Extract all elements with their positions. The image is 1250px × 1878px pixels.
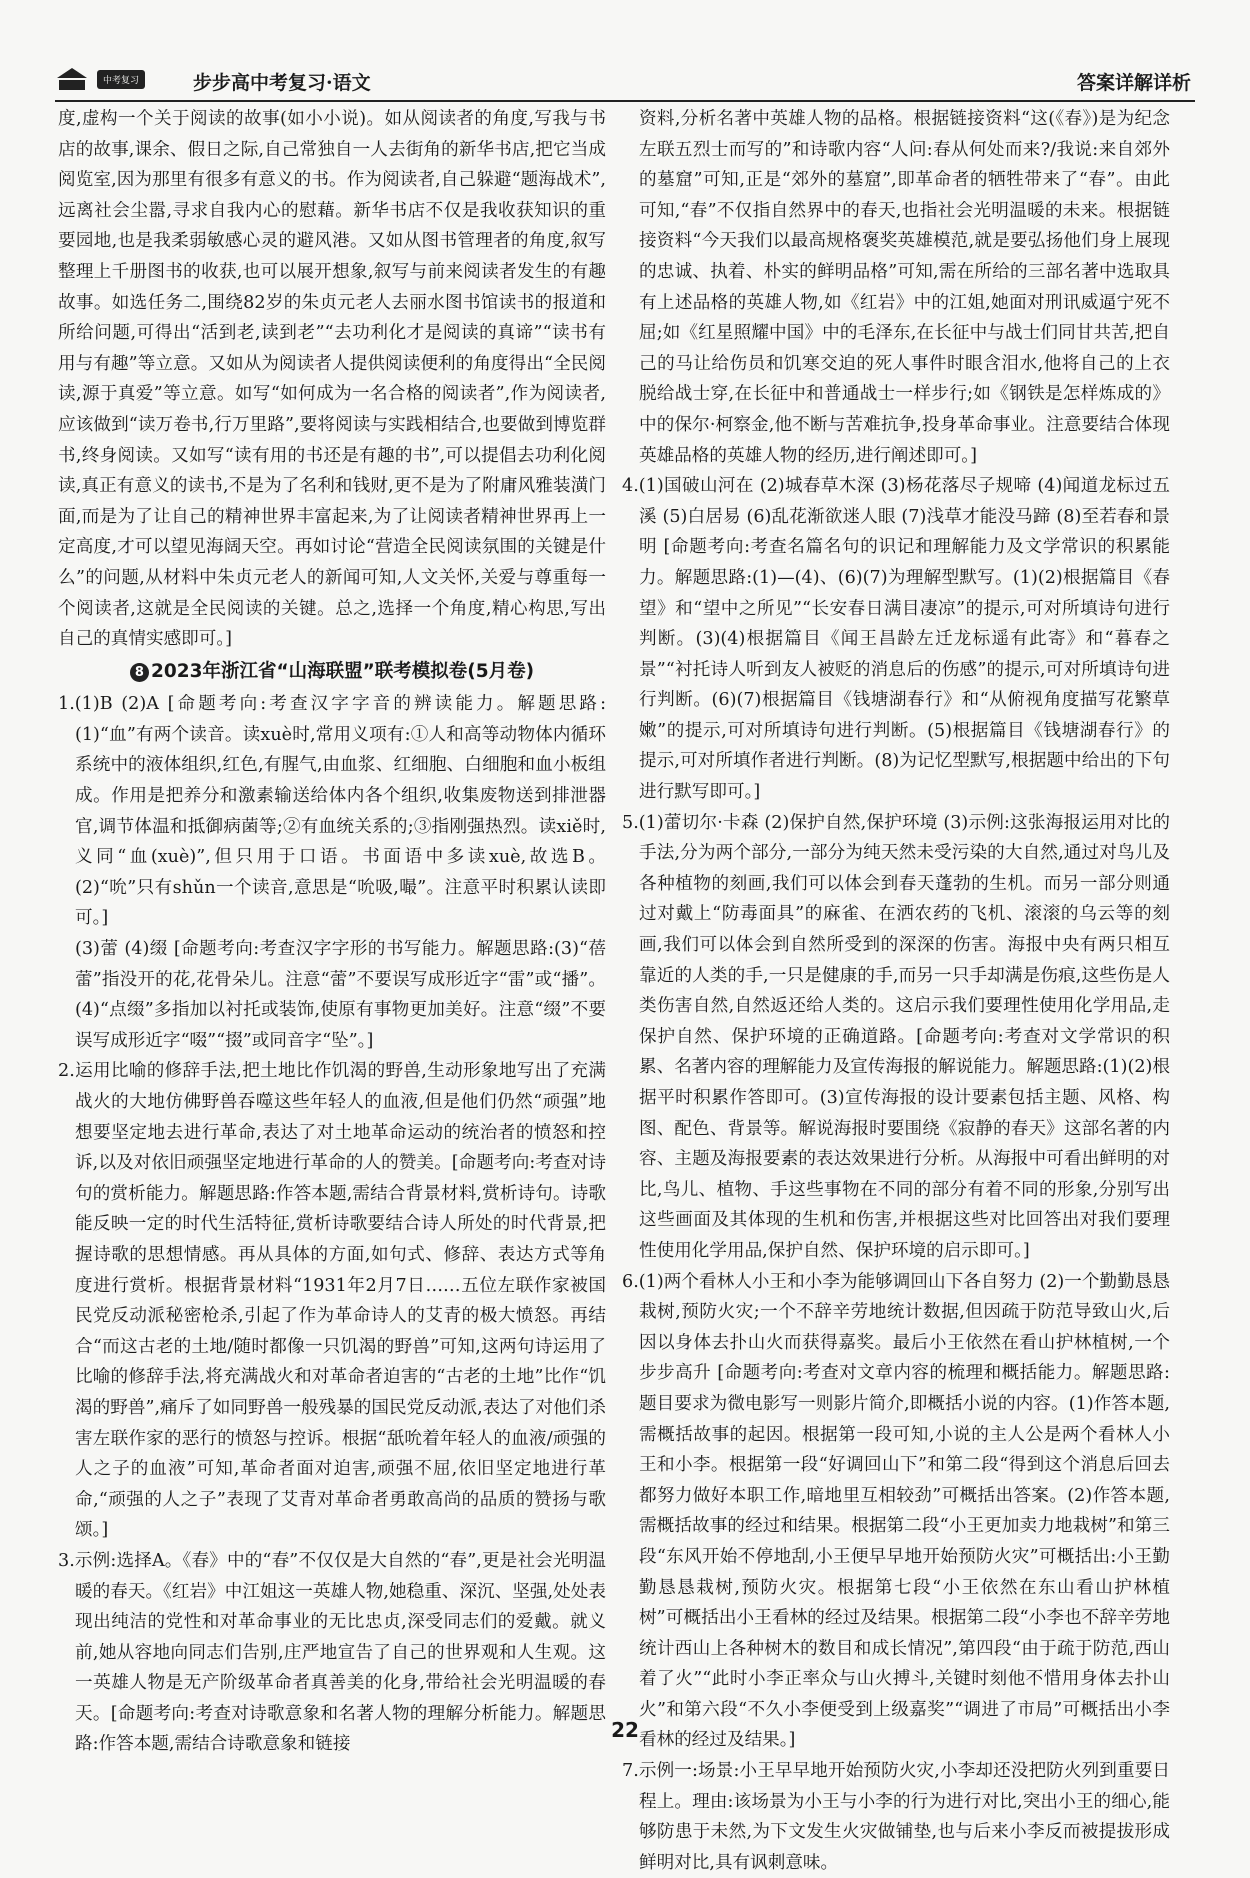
- logo-house-icon: [55, 66, 89, 92]
- exam-section-heading: [58, 657, 606, 688]
- logo-badge: 中考复习: [97, 70, 145, 89]
- answer-q7: 7.示例一:场景:小王早早地开始预防火灾,小李却还没把防火列到重要日程上。理由:该场景为小王与小李的行为进行对比,突出小王的细心,能够防患于未然,为下文发生火灾做铺垫,也与后来小李反而被提拔形成鲜明对比,具有讽刺意味。: [622, 1761, 1170, 1873]
- answer-q4: 4.(1)国破山河在 (2)城春草木深 (3)杨花落尽子规啼 (4)闻道龙标过五溪 (5)白居易 (6)乱花渐欲迷人眼 (7)浅草才能没马蹄 (8)至若春和景明 [命题考向:考查名篇名句的识记和理解能力及文学常识的积累能力。解题思路:(1)—(4)、(6)(7)为理解型默写。(1)(2)根据篇目《春望》和“望中之所见”“长安春日满目凄凉”的提示,可对所填诗句进行判断。(3)(4)根据篇目《闻王昌龄左迁龙标遥有此寄》和“暮春之景”“衬托诗人听到友人被贬的消息后的伤感”的提示,可对所填诗句进行判断。(6)(7)根据篇目《钱塘湖春行》和“从俯视角度描写花繁草嫩”的提示,可对所填诗句进行判断。(5)根据篇目《钱塘湖春行》的提示,可对所填作者进行判断。(8)为记忆型默写,根据题中给出的下句进行默写即可。]: [622, 476, 1170, 803]
- page-header: [55, 62, 1195, 102]
- answer-q2: 2.运用比喻的修辞手法,把土地比作饥渴的野兽,生动形象地写出了充满战火的大地仿佛野兽吞噬这些年轻人的血液,但是他们仍然“顽强”地想要坚定地去进行革命,表达了对土地革命运动的统治者的愤怒和控诉,以及对依旧顽强坚定地进行革命的人的赞美。[命题考向:考查对诗句的赏析能力。解题思路:作答本题,需结合背景材料,赏析诗句。诗歌能反映一定的时代生活特征,赏析诗歌要结合诗人所处的时代背景,把握诗歌的思想情感。再从具体的方面,如句式、修辞、表达方式等角度进行赏析。根据背景材料“1931年2月7日……五位左联作家被国民党反动派秘密枪杀,引起了作为革命诗人的艾青的极大愤怒。再结合“而这古老的土地/随时都像一只饥渴的野兽”可知,这两句诗运用了比喻的修辞手法,将充满战火和对革命者迫害的“古老的土地”比作“饥渴的野兽”,痛斥了如同野兽一般残暴的国民党反动派,表达了对他们杀害左联作家的恶行的愤怒与控诉。根据“舐吮着年轻人的血液/顽强的人之子的血液”可知,革命者面对迫害,顽强不屈,依旧坚定地进行革命,“顽强的人之子”表现了艾青对革命者勇敢高尚的品质的赞扬与歌颂。]: [58, 1061, 606, 1541]
- answer-q1: 1.(1)B (2)A [命题考向:考查汉字字音的辨读能力。解题思路:(1)“血”有两个读音。读xuè时,常用义项有:①人和高等动物体内循环系统中的液体组织,红色,有腥气,由血浆、红细胞、白细胞和血小板组成。作用是把养分和激素输送给体内各个组织,收集废物送到排泄器官,调节体温和抵御病菌等;②有血统关系的;③指刚强热烈。读xiě时,义同“血(xuè)”,但只用于口语。书面语中多读xuè,故选B。(2)“吮”只有shǔn一个读音,意思是“吮吸,嘬”。注意平时积累认读即可。]: [58, 694, 606, 929]
- right-column: [622, 104, 1170, 1878]
- answer-q3: 3.示例:选择A。《春》中的“春”不仅仅是大自然的“春”,更是社会光明温暖的春天。《红岩》中江姐这一英雄人物,她稳重、深沉、坚强,处处表现出纯洁的党性和对革命事业的无比忠贞,深受同志们的爱戴。就义前,她从容地向同志们告别,庄严地宣告了自己的世界观和人生观。这一英雄人物是无产阶级革命者真善美的化身,带给社会光明温暖的春天。[命题考向:考查对诗歌意象和名著人物的理解分析能力。解题思路:作答本题,需结合诗歌意象和链接: [58, 1550, 606, 1755]
- section-title-answers: 答案详解详析: [1076, 72, 1191, 94]
- answer-q5: 5.(1)蕾切尔·卡森 (2)保护自然,保护环境 (3)示例:这张海报运用对比的手法,分为两个部分,一部分为纯天然未受污染的大自然,通过对鸟儿及各种植物的刻画,我们可以体会到春天蓬勃的生机。而另一部分则通过对戴上“防毒面具”的麻雀、在洒农药的飞机、滚滚的乌云等的刻画,我们可以体会到自然所受到的深深的伤害。海报中央有两只相互靠近的人类的手,一只是健康的手,而另一只手却满是伤痕,这些伤是人类伤害自然,自然返还给人类的。这启示我们要理性使用化学用品,走保护自然、保护环境的正确道路。[命题考向:考查对文学常识的积累、名著内容的理解能力及宣传海报的解说能力。解题思路:(1)(2)根据平时积累作答即可。(3)宣传海报的设计要素包括主题、风格、构图、配色、背景等。解说海报时要围绕《寂静的春天》这部名著的内容、主题及海报要素的表达效果进行分析。从海报中可看出鲜明的对比,鸟儿、植物、手这些事物在不同的部分有着不同的形象,分别写出这些画面及其体现的生机和伤害,并根据这些对比回答出对我们要理性使用化学用品,保护自然、保护环境的启示即可。]: [622, 812, 1170, 1261]
- exam-section-title: 2023年浙江省“山海联盟”联考模拟卷(5月卷): [150, 660, 535, 682]
- page-number: 22: [611, 1718, 639, 1742]
- essay-guidance-continued: 度,虚构一个关于阅读的故事(如小小说)。如从阅读者的角度,写我与书店的故事,课余、假日之际,自己常独自一人去街角的新华书店,把它当成阅览室,因为那里有很多有意义的书。作为阅读者,自己躲避“题海战术”,远离社会尘嚣,寻求自我内心的慰藉。新华书店不仅是我收获知识的重要园地,也是我柔弱敏感心灵的避风港。又如从图书管理者的角度,叙写整理上千册图书的收获,也可以展开想象,叙写与前来阅读者发生的有趣故事。如选任务二,围绕82岁的朱贞元老人去丽水图书馆读书的报道和所给问题,可得出“活到老,读到老”“去功利化才是阅读的真谛”“读书有用与有趣”等立意。又如从为阅读者人提供阅读便利的角度得出“全民阅读,源于真爱”等立意。如写“如何成为一名合格的阅读者”,作为阅读者,应该做到“读万卷书,行万里路”,要将阅读与实践相结合,也要做到博览群书,终身阅读。又如写“读有用的书还是有趣的书”,可以提倡去功利化阅读,真正有意义的读书,不是为了名利和钱财,更不是为了附庸风雅装潢门面,而是为了让自己的精神世界丰富起来,为了让阅读者精神世界再上一定高度,才可以望见海阔天空。再如讨论“营造全民阅读氛围的关键是什么”的问题,从材料中朱贞元老人的新闻可知,人文关怀,关爱与尊重每一个阅读者,这就是全民阅读的关键。总之,选择一个角度,精心构思,写出自己的真情实感即可。]: [58, 109, 606, 650]
- answer-q6: 6.(1)两个看林人小王和小李为能够调回山下各自努力 (2)一个勤勤恳恳栽树,预防火灾;一个不辞辛劳地统计数据,但因疏于防范导致山火,后因以身体去扑山火而获得嘉奖。最后小王依然在看山护林植树,一个步步高升 [命题考向:考查对文章内容的梳理和概括能力。解题思路:题目要求为微电影写一则影片简介,即概括小说的内容。(1)作答本题,需概括故事的起因。根据第一段可知,小说的主人公是两个看林人小王和小李。根据第一段“好调回山下”和第二段“得到这个消息后回去都努力做好本职工作,暗地里互相较劲”可概括出答案。(2)作答本题,需概括故事的经过和结果。根据第二段“小王更加卖力地栽树”和第三段“东风开始不停地刮,小王便早早地开始预防火灾”可概括出:小王勤勤恳恳栽树,预防火灾。根据第七段“小王依然在东山看山护林植树”可概括出小王看林的经过及结果。根据第二段“小李也不辞辛劳地统计西山上各种树木的数目和成长情况”,第四段“由于疏于防范,西山着了火”“此时小李正率众与山火搏斗,关键时刻他不惜用身体去扑山火”和第六段“不久小李便受到上级嘉奖”“调进了市局”可概括出小李看林的经过及结果。]: [622, 1271, 1170, 1751]
- answer-q3-continued: 资料,分析名著中英雄人物的品格。根据链接资料“这(《春》)是为纪念左联五烈士而写的”和诗歌内容“人问:春从何处而来?/我说:来自郊外的墓窟”可知,正是“郊外的墓窟”,即革命者的牺牲带来了“春”。由此可知,“春”不仅指自然界中的春天,也指社会光明温暖的未来。根据链接资料“今天我们以最高规格褒奖英雄模范,就是要弘扬他们身上展现的忠诚、执着、朴实的鲜明品格”可知,需在所给的三部名著中选取具有上述品格的英雄人物,如《红岩》中的江姐,她面对刑讯威逼宁死不屈;如《红星照耀中国》中的毛泽东,在长征中与战士们同甘共苦,把自己的马让给伤员和饥寒交迫的死人事件时眼含泪水,他将自己的上衣脱给战士穿,在长征中和普通战士一样步行;如《钢铁是怎样炼成的》中的保尔·柯察金,他不断与苦难抗争,投身革命事业。注意要结合体现英雄品格的英雄人物的经历,进行阐述即可。]: [639, 109, 1170, 466]
- left-column: [58, 104, 606, 1760]
- answer-q1-part2: (3)蕾 (4)缀 [命题考向:考查汉字字形的书写能力。解题思路:(3)“蓓蕾”指没开的花,花骨朵儿。注意“蕾”不要误写成形近字“雷”或“播”。(4)“点缀”多指加以衬托或装饰,使原有事物更加美好。注意“缀”不要误写成形近字“啜”“掇”或同音字“坠”。]: [75, 939, 606, 1051]
- book-title: 步步高中考复习·语文: [193, 72, 371, 94]
- publisher-logo: [55, 64, 173, 94]
- section-number-badge: 8: [130, 663, 149, 682]
